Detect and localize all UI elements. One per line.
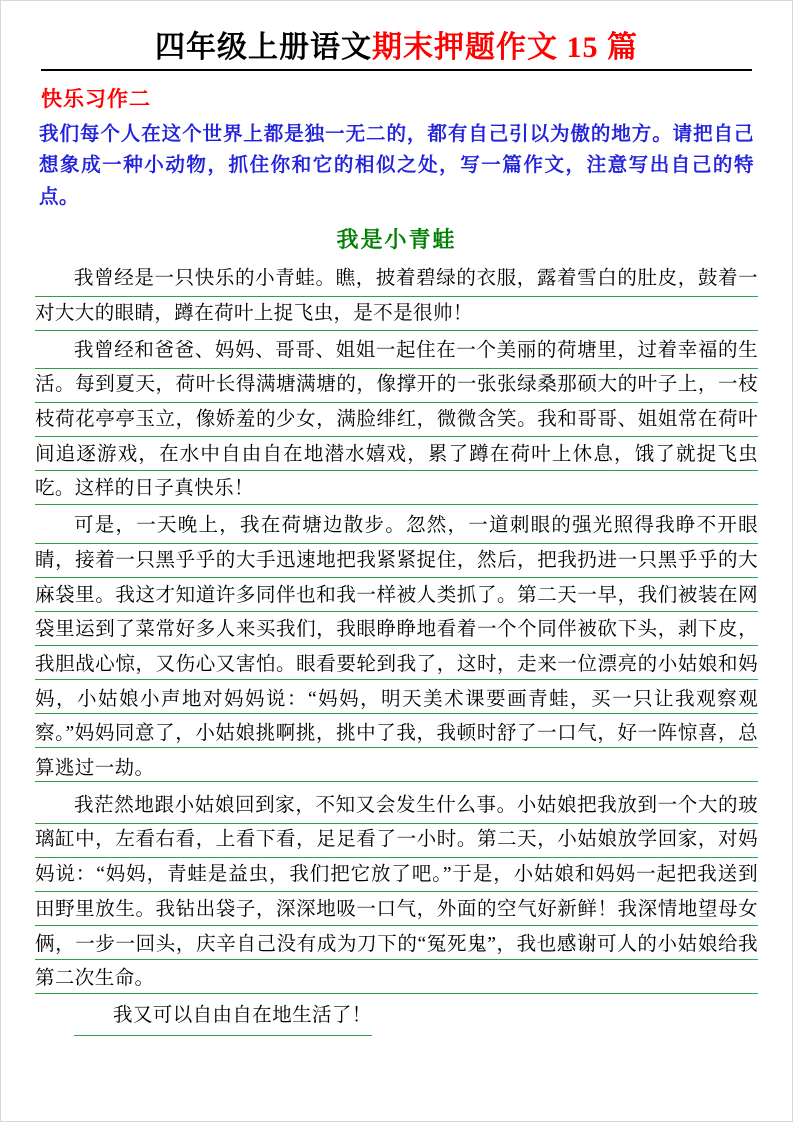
title-divider	[41, 29, 752, 71]
prompt-body: 我们每个人在这个世界上都是独一无二的，都有自己引以为傲的地方。请把自己想象成一种小动物，抓住你和它的相似之处，写一篇作文，注意写出自己的特点。	[39, 123, 754, 208]
essay-paragraph	[35, 999, 758, 1036]
essay-paragraph: 我曾经是一只快乐的小青蛙。瞧，披着碧绿的衣服，露着雪白的肚皮，鼓着一对大大的眼睛，蹲在荷叶上捉飞虫，是不是很帅！	[35, 262, 758, 331]
essay-paragraph: 我曾经和爸爸、妈妈、哥哥、姐姐一起住在一个美丽的荷塘里，过着幸福的生活。每到夏天，荷叶长得满塘满塘的，像撑开的一张张绿桑那硕大的叶子上，一枝枝荷花亭亭玉立，像娇羞的少女，满脸绯红，微微含笑。我和哥哥、姐姐常在荷叶间追逐游戏，在水中自由自在地潜水嬉戏，累了蹲在荷叶上休息，饿了就捉飞虫吃。这样的日子真快乐！	[35, 334, 758, 508]
essay-title: 我是小青蛙	[336, 227, 457, 253]
page-title-red: 期末押题作文 15 篇	[372, 31, 638, 64]
essay-paragraph-text: 我又可以自由自在地生活了！	[74, 999, 372, 1036]
essay-body	[35, 262, 758, 1035]
page-title	[41, 29, 752, 69]
page-title-black: 四年级上册语文	[155, 31, 372, 64]
essay-paragraph: 我茫然地跟小姑娘回到家，不知又会发生什么事。小姑娘把我放到一个大的玻璃缸中，左看右看，上看下看，足足看了一小时。第二天，小姑娘放学回家，对妈妈说：“妈妈，青蛙是益虫，我们把它放了吧。”于是，小姑娘和妈妈一起把我送到田野里放生。我钻出袋子，深深地吸一口气，外面的空气好新鲜！我深情地望母女俩，一步一回头，庆辛自己没有成为刀下的“冤死鬼”，我也感谢可人的小姑娘给我第二次生命。	[35, 789, 758, 997]
prompt-heading: 快乐习作二	[41, 86, 151, 111]
essay-paragraph: 可是，一天晚上，我在荷塘边散步。忽然，一道刺眼的强光照得我睁不开眼睛，接着一只黑乎乎的大手迅速地把我紧紧捉住，然后，把我扔进一只黑乎乎的大麻袋里。我这才知道许多同伴也和我一样被人类抓了。第二天一早，我们被装在网袋里运到了菜常好多人来买我们，我眼睁睁地看着一个个同伴被砍下头，剥下皮，我胆战心惊，又伤心又害怕。眼看要轮到我了，这时，走来一位漂亮的小姑娘和妈妈，小姑娘小声地对妈妈说：“妈妈，明天美术课要画青蛙，买一只让我观察观察。”妈妈同意了，小姑娘挑啊挑，挑中了我，我顿时舒了一口气，好一阵惊喜，总算逃过一劫。	[35, 509, 758, 787]
